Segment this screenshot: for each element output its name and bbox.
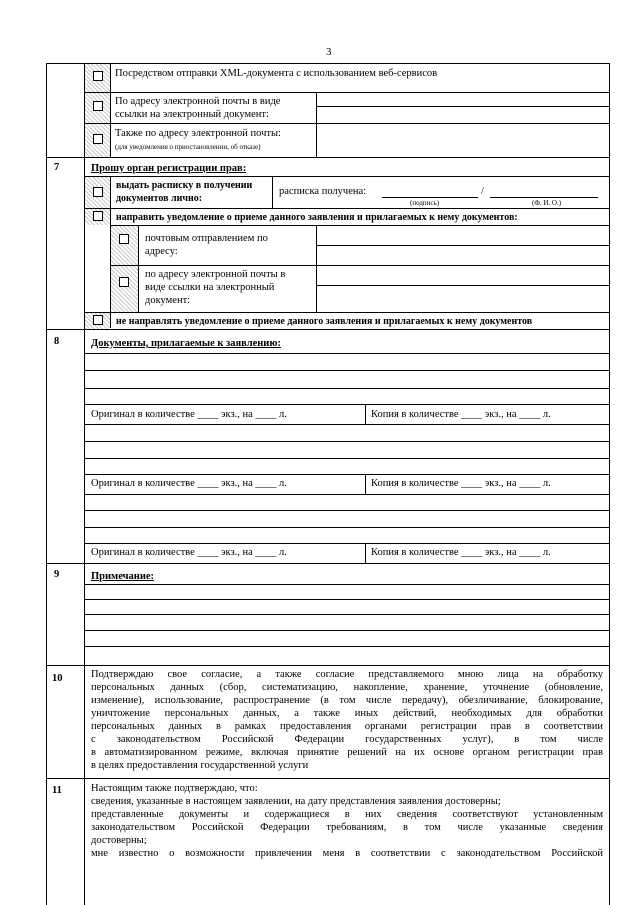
receipt-label-1: выдать расписку в получении bbox=[116, 180, 253, 191]
notify-label: направить уведомление о приеме данного заявления и прилагаемых к нему документов: bbox=[116, 212, 518, 223]
section-7-title: Прошу орган регистрации прав: bbox=[91, 163, 247, 174]
row-divider bbox=[84, 424, 609, 425]
no-notify-label: не направлять уведомление о приеме данного заявления и прилагаемых к нему документов bbox=[116, 316, 533, 327]
original-count-3: Оригинал в количестве ____ экз., на ____ л. bbox=[91, 547, 287, 558]
also-email-label: Также по адресу электронной почты: bbox=[115, 128, 281, 139]
confirmation-paragraph bbox=[91, 782, 603, 860]
confirmation-line: мне известно о возможности привлечения меня в соответствии с законодательством Российской bbox=[91, 848, 603, 859]
documents-line[interactable] bbox=[84, 527, 609, 528]
post-label-1: почтовым отправлением по bbox=[145, 233, 268, 244]
copy-count-1: Копия в количестве ____ экз., на ____ л. bbox=[371, 409, 551, 420]
note-line[interactable] bbox=[84, 646, 609, 647]
consent-line: персональных данных в рамках предоставления органами регистрации прав в соответствии bbox=[91, 721, 603, 732]
row-divider bbox=[84, 494, 609, 495]
section-11-number: 11 bbox=[52, 785, 62, 796]
documents-line[interactable] bbox=[84, 404, 609, 405]
xml-checkbox[interactable] bbox=[93, 71, 103, 81]
copy-count-2: Копия в количестве ____ экз., на ____ л. bbox=[371, 478, 551, 489]
confirmation-line: сведения, указанные в настоящем заявлении, на дату представления заявления достоверны; bbox=[91, 796, 501, 807]
receipt-received-label: расписка получена: bbox=[279, 186, 367, 197]
email-notify-label-2: виде ссылки на электронный bbox=[145, 282, 275, 293]
note-line[interactable] bbox=[84, 614, 609, 615]
email-notify-checkbox[interactable] bbox=[119, 277, 129, 287]
value-column-border bbox=[316, 225, 317, 312]
confirmation-line: достоверны; bbox=[91, 835, 147, 846]
also-email-note: (для уведомления о приостановлении, об отказе) bbox=[115, 143, 261, 151]
original-copy-divider bbox=[365, 404, 366, 424]
post-label-2: адресу: bbox=[145, 246, 178, 257]
copy-count-3: Копия в количестве ____ экз., на ____ л. bbox=[371, 547, 551, 558]
confirmation-line: Настоящим также подтверждаю, что: bbox=[91, 783, 258, 794]
documents-line[interactable] bbox=[84, 388, 609, 389]
note-line[interactable] bbox=[84, 584, 609, 585]
consent-line: в целях предоставления государственной услуги bbox=[91, 760, 309, 771]
shaded-cell bbox=[111, 266, 138, 312]
table-top-border bbox=[46, 63, 609, 64]
checkbox-column-border bbox=[110, 63, 111, 158]
section-divider bbox=[46, 563, 609, 564]
note-line[interactable] bbox=[84, 630, 609, 631]
post-address-line[interactable] bbox=[316, 245, 609, 246]
sub-checkbox-border bbox=[138, 225, 139, 312]
row-divider bbox=[110, 225, 609, 226]
notify-checkbox[interactable] bbox=[93, 211, 103, 221]
slash: / bbox=[481, 186, 484, 197]
receipt-label-2: документов лично: bbox=[116, 193, 203, 204]
value-column-border bbox=[316, 92, 317, 158]
consent-line: изменение), использование, распространение (в том числе передачу), обезличивание, блокирование, bbox=[91, 695, 603, 706]
email-notify-field-line[interactable] bbox=[316, 285, 609, 286]
documents-line[interactable] bbox=[84, 353, 609, 354]
table-right-border bbox=[609, 63, 610, 905]
original-count-2: Оригинал в количестве ____ экз., на ____ л. bbox=[91, 478, 287, 489]
email-link-field-line[interactable] bbox=[316, 106, 609, 107]
confirmation-line: законодательством Российской Федерации требованиям, в том числе указанные сведения bbox=[91, 822, 603, 833]
row-divider bbox=[84, 92, 609, 93]
section-8-title: Документы, прилагаемые к заявлению: bbox=[91, 338, 281, 349]
no-notify-checkbox[interactable] bbox=[93, 315, 103, 325]
consent-line: уничтожение персональных данных, а также иных действий, необходимых для обработки bbox=[91, 708, 603, 719]
section-9-number: 9 bbox=[54, 569, 60, 580]
section-10-number: 10 bbox=[52, 673, 63, 684]
note-line[interactable] bbox=[84, 599, 609, 600]
row-divider bbox=[84, 312, 609, 313]
signature-line[interactable] bbox=[382, 197, 478, 198]
documents-line[interactable] bbox=[84, 370, 609, 371]
signature-caption: (подпись) bbox=[410, 199, 440, 207]
section-divider bbox=[46, 778, 609, 779]
documents-line[interactable] bbox=[84, 458, 609, 459]
email-link-label-1: По адресу электронной почты в виде bbox=[115, 96, 281, 107]
original-copy-divider bbox=[365, 543, 366, 563]
consent-line: в автоматизированном режиме, включая принятие решений на их основе органом регистрации прав bbox=[91, 747, 603, 758]
email-notify-label-3: документ: bbox=[145, 295, 191, 306]
row-divider bbox=[84, 176, 609, 177]
section-7-number: 7 bbox=[54, 162, 60, 173]
consent-paragraph bbox=[91, 668, 603, 772]
consent-line: персональных данных (сбор, систематизацию, накопление, хранение, уточнение (обновление, bbox=[91, 682, 603, 693]
section-divider bbox=[46, 665, 609, 666]
post-checkbox[interactable] bbox=[119, 234, 129, 244]
documents-line[interactable] bbox=[84, 510, 609, 511]
xml-option-label: Посредством отправки XML-документа с использованием веб-сервисов bbox=[115, 68, 438, 79]
section-divider bbox=[46, 329, 609, 330]
receipt-checkbox[interactable] bbox=[93, 187, 103, 197]
original-copy-divider bbox=[365, 474, 366, 494]
fio-line[interactable] bbox=[490, 197, 598, 198]
section-9-title: Примечание: bbox=[91, 571, 155, 582]
consent-line: с законодательством Российской Федерации государственных услуг), в том числе bbox=[91, 734, 603, 745]
documents-line[interactable] bbox=[84, 474, 609, 475]
email-notify-label-1: по адресу электронной почты в bbox=[145, 269, 286, 280]
also-email-checkbox[interactable] bbox=[93, 134, 103, 144]
row-divider bbox=[110, 265, 609, 266]
email-link-label-2: ссылки на электронный документ: bbox=[115, 109, 269, 120]
section-divider bbox=[46, 157, 609, 158]
original-count-1: Оригинал в количестве ____ экз., на ____ л. bbox=[91, 409, 287, 420]
section-8-number: 8 bbox=[54, 336, 60, 347]
shaded-cell bbox=[111, 226, 138, 265]
fio-caption: (Ф. И. О.) bbox=[532, 199, 562, 207]
email-link-checkbox[interactable] bbox=[93, 101, 103, 111]
documents-line[interactable] bbox=[84, 441, 609, 442]
row-divider bbox=[84, 123, 609, 124]
documents-line[interactable] bbox=[84, 543, 609, 544]
value-column-border bbox=[272, 176, 273, 208]
page-number: 3 bbox=[326, 46, 332, 58]
row-divider bbox=[84, 208, 609, 209]
consent-line: Подтверждаю свое согласие, а также согласие представляемого мною лица на обработку bbox=[91, 669, 603, 680]
confirmation-line: представленные документы и содержащиеся в них сведения соответствуют установленным bbox=[91, 809, 603, 820]
